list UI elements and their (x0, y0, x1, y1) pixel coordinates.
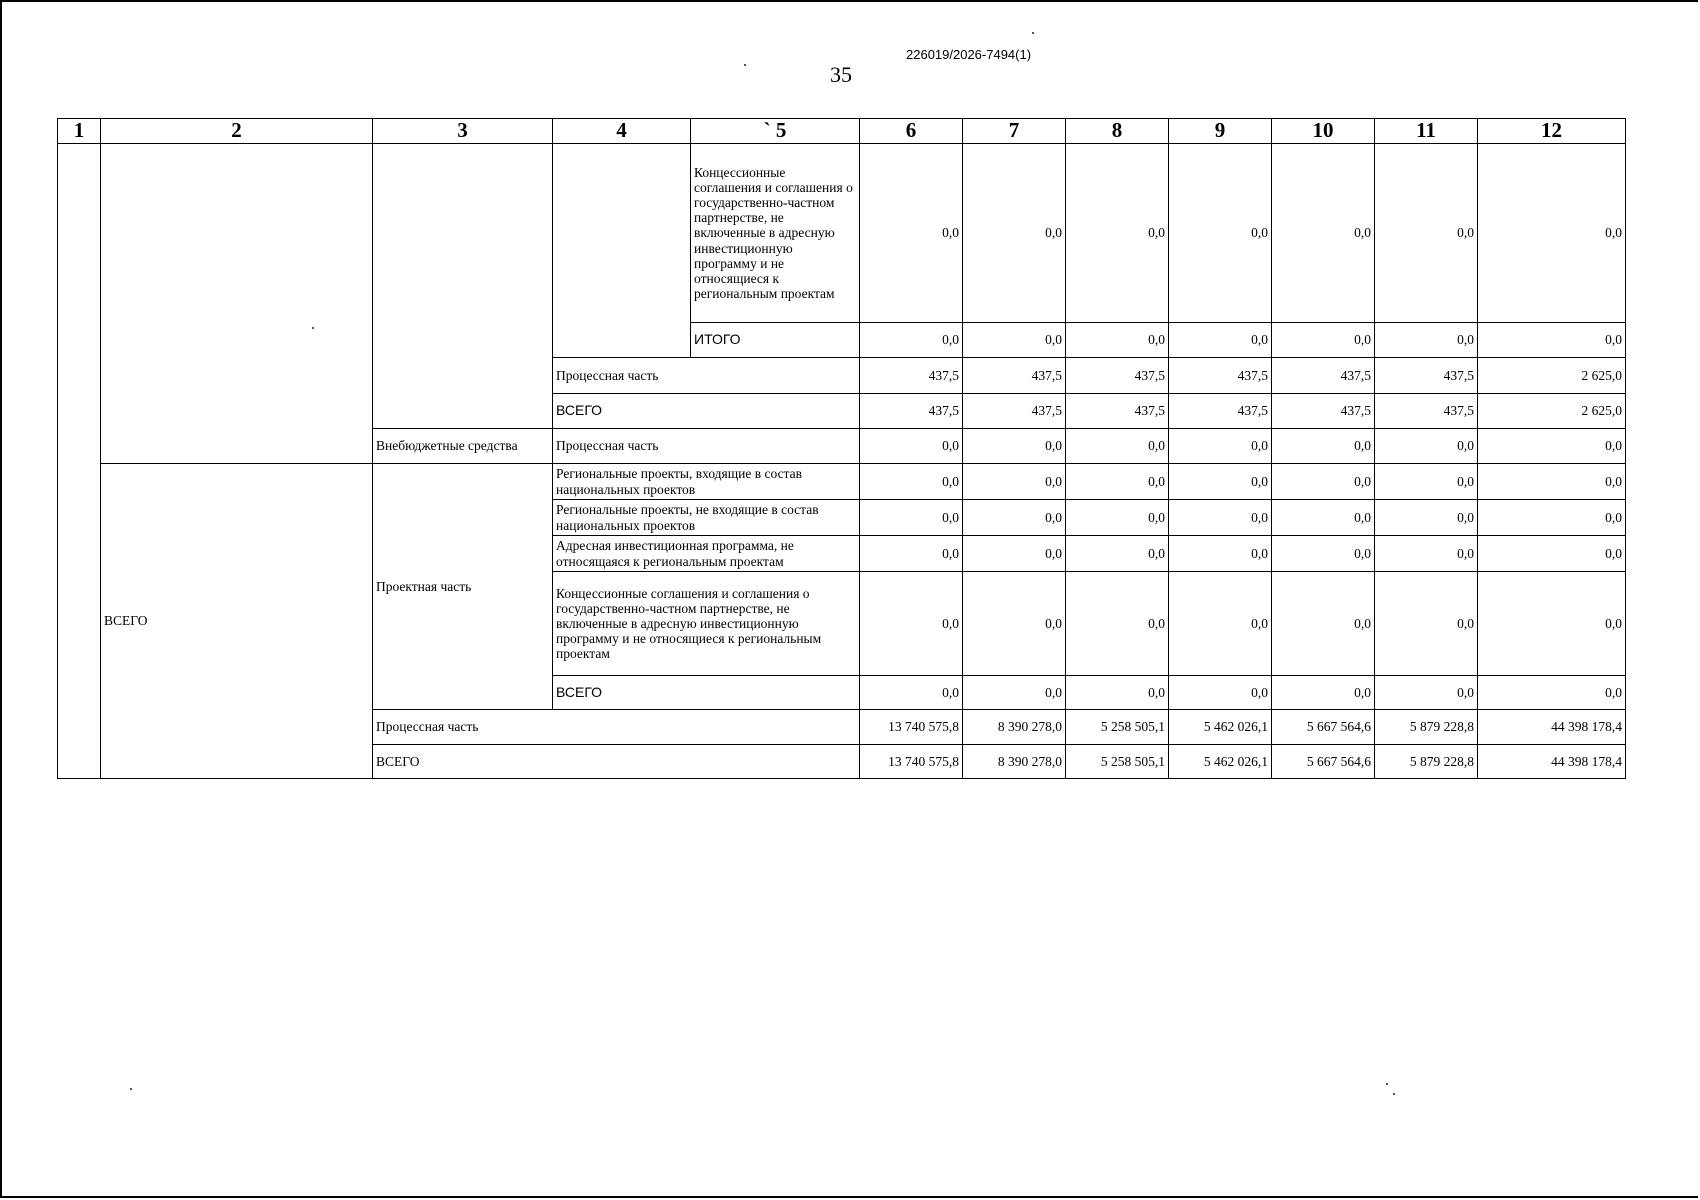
value-cell: 0,0 (963, 536, 1066, 572)
scan-speck (130, 1088, 132, 1090)
value-cell: 437,5 (963, 358, 1066, 394)
value-cell: 0,0 (1478, 572, 1626, 676)
value-cell: 437,5 (963, 394, 1066, 429)
value-cell: 0,0 (1066, 572, 1169, 676)
value-cell: 0,0 (860, 429, 963, 464)
value-cell: 0,0 (1169, 500, 1272, 536)
value-cell: 0,0 (963, 500, 1066, 536)
value-cell: 0,0 (1169, 536, 1272, 572)
value-cell: 0,0 (1375, 429, 1478, 464)
value-cell: 0,0 (1375, 464, 1478, 500)
value-cell: 5 258 505,1 (1066, 710, 1169, 745)
row-label: Концессионные соглашения и соглашения о государственно-частном партнерстве, не включенные в адресную инвестиционную программу и не относящиеся к региональным проектам (691, 144, 860, 323)
row-label: Процессная часть (553, 358, 860, 394)
value-cell: 0,0 (963, 464, 1066, 500)
value-cell: 8 390 278,0 (963, 710, 1066, 745)
value-cell: 13 740 575,8 (860, 710, 963, 745)
row-label: ВСЕГО (553, 394, 860, 429)
column-2-cell (101, 144, 373, 464)
value-cell: 437,5 (1272, 394, 1375, 429)
value-cell: 2 625,0 (1478, 358, 1626, 394)
value-cell: 0,0 (1169, 464, 1272, 500)
column-header: 12 (1478, 119, 1626, 144)
column-3-cell (373, 144, 553, 429)
value-cell: 0,0 (963, 144, 1066, 323)
value-cell: 0,0 (1169, 144, 1272, 323)
table-row (58, 464, 1626, 500)
value-cell: 0,0 (1272, 144, 1375, 323)
column-header: ` 5 (691, 119, 860, 144)
column-header: 7 (963, 119, 1066, 144)
value-cell: 0,0 (1066, 676, 1169, 710)
row-label: Процессная часть (553, 429, 860, 464)
project-part-label: Проектная часть (373, 464, 553, 710)
value-cell: 0,0 (860, 464, 963, 500)
value-cell: 8 390 278,0 (963, 745, 1066, 779)
column-header: 3 (373, 119, 553, 144)
value-cell: 0,0 (1066, 323, 1169, 358)
value-cell: 0,0 (1272, 572, 1375, 676)
value-cell: 5 667 564,6 (1272, 745, 1375, 779)
scan-speck (1386, 1083, 1388, 1085)
value-cell: 44 398 178,4 (1478, 710, 1626, 745)
value-cell: 0,0 (1478, 144, 1626, 323)
value-cell: 0,0 (1272, 464, 1375, 500)
value-cell: 437,5 (1066, 358, 1169, 394)
value-cell: 0,0 (963, 676, 1066, 710)
table-row (58, 144, 1626, 323)
value-cell: 5 879 228,8 (1375, 710, 1478, 745)
value-cell: 0,0 (1375, 144, 1478, 323)
value-cell: 0,0 (860, 144, 963, 323)
total-block-label: ВСЕГО (101, 464, 373, 779)
value-cell: 5 667 564,6 (1272, 710, 1375, 745)
value-cell: 0,0 (1169, 676, 1272, 710)
value-cell: 0,0 (963, 323, 1066, 358)
value-cell: 0,0 (1066, 500, 1169, 536)
value-cell: 437,5 (1066, 394, 1169, 429)
value-cell: 0,0 (1169, 323, 1272, 358)
value-cell: 13 740 575,8 (860, 745, 963, 779)
value-cell: 437,5 (1375, 394, 1478, 429)
value-cell: 0,0 (1375, 572, 1478, 676)
funding-source-label: Внебюджетные средства (373, 429, 553, 464)
value-cell: 5 879 228,8 (1375, 745, 1478, 779)
value-cell: 0,0 (1375, 323, 1478, 358)
column-header-row (58, 119, 1626, 144)
row-label: Региональные проекты, не входящие в состав национальных проектов (553, 500, 860, 536)
column-1-cell (58, 144, 101, 779)
value-cell: 0,0 (1272, 323, 1375, 358)
column-4-cell (553, 144, 691, 358)
value-cell: 0,0 (1272, 429, 1375, 464)
page-number: 35 (830, 62, 852, 87)
value-cell: 0,0 (1375, 676, 1478, 710)
value-cell: 0,0 (1066, 464, 1169, 500)
value-cell: 437,5 (1169, 358, 1272, 394)
value-cell: 0,0 (1272, 500, 1375, 536)
column-header: 2 (101, 119, 373, 144)
scan-speck (1393, 1093, 1395, 1095)
column-header: 11 (1375, 119, 1478, 144)
column-header: 9 (1169, 119, 1272, 144)
value-cell: 5 462 026,1 (1169, 745, 1272, 779)
value-cell: 437,5 (860, 394, 963, 429)
row-label: Адресная инвестиционная программа, не относящаяся к региональным проектам (553, 536, 860, 572)
value-cell: 0,0 (1169, 429, 1272, 464)
value-cell: 44 398 178,4 (1478, 745, 1626, 779)
value-cell: 0,0 (1478, 500, 1626, 536)
value-cell: 0,0 (1478, 429, 1626, 464)
row-label: Процессная часть (373, 710, 860, 745)
value-cell: 0,0 (963, 572, 1066, 676)
scan-speck (744, 64, 746, 66)
document-id: 226019/2026-7494(1) (906, 47, 1032, 62)
value-cell: 2 625,0 (1478, 394, 1626, 429)
row-label: ВСЕГО (553, 676, 860, 710)
column-header: 4 (553, 119, 691, 144)
value-cell: 0,0 (1272, 536, 1375, 572)
value-cell: 0,0 (860, 500, 963, 536)
row-label: Региональные проекты, входящие в состав национальных проектов (553, 464, 860, 500)
value-cell: 437,5 (1375, 358, 1478, 394)
column-header: 6 (860, 119, 963, 144)
value-cell: 0,0 (963, 429, 1066, 464)
value-cell: 5 258 505,1 (1066, 745, 1169, 779)
row-label: ИТОГО (691, 323, 860, 358)
value-cell: 0,0 (860, 323, 963, 358)
value-cell: 0,0 (1478, 464, 1626, 500)
value-cell: 0,0 (1375, 536, 1478, 572)
column-header: 8 (1066, 119, 1169, 144)
budget-table (57, 118, 1626, 779)
column-header: 1 (58, 119, 101, 144)
value-cell: 0,0 (1066, 536, 1169, 572)
value-cell: 0,0 (1478, 536, 1626, 572)
value-cell: 0,0 (1169, 572, 1272, 676)
value-cell: 0,0 (860, 572, 963, 676)
value-cell: 0,0 (860, 676, 963, 710)
value-cell: 437,5 (1272, 358, 1375, 394)
value-cell: 437,5 (860, 358, 963, 394)
value-cell: 0,0 (1478, 323, 1626, 358)
row-label: Концессионные соглашения и соглашения о государственно-частном партнерстве, не включенные в адресную инвестиционную программу и не относящиеся к региональным проектам (553, 572, 860, 676)
value-cell: 0,0 (1272, 676, 1375, 710)
value-cell: 0,0 (1066, 429, 1169, 464)
column-header: 10 (1272, 119, 1375, 144)
value-cell: 0,0 (860, 536, 963, 572)
value-cell: 437,5 (1169, 394, 1272, 429)
value-cell: 0,0 (1375, 500, 1478, 536)
scan-speck (1032, 32, 1034, 34)
value-cell: 0,0 (1066, 144, 1169, 323)
row-label: ВСЕГО (373, 745, 860, 779)
value-cell: 0,0 (1478, 676, 1626, 710)
value-cell: 5 462 026,1 (1169, 710, 1272, 745)
